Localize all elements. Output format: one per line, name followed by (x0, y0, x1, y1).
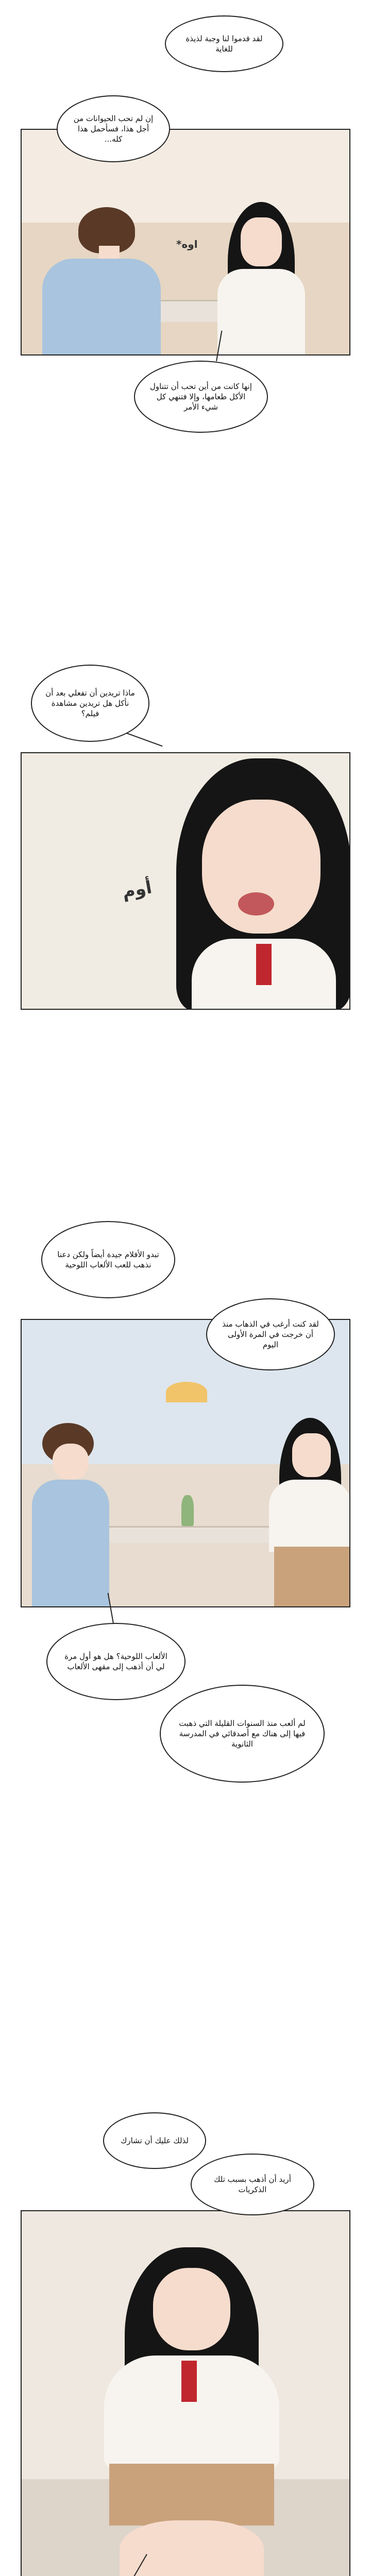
speech-bubble: لقد كنت أرغب في الذهاب منذ أن خرجت في المرة الأولى اليوم (206, 1298, 335, 1370)
bubble-tail (124, 732, 163, 747)
panel-2 (21, 752, 350, 1010)
red-ribbon (181, 2361, 197, 2402)
red-ribbon (256, 944, 272, 985)
sfx-text: أوم (120, 877, 154, 903)
sfx-text: *اوه (176, 238, 198, 250)
boy-face (53, 1444, 89, 1480)
boy-shirt (32, 1480, 109, 1607)
speech-bubble: لم ألعب منذ السنوات القليلة التي ذهبت فيها إلى هناك مع أصدقائي في المدرسة الثانوية (160, 1685, 325, 1783)
flower-vase (181, 1495, 194, 1526)
speech-bubble: تبدو الأفلام جيدة أيضاً ولكن دعنا نذهب للعب الألعاب اللوحية (41, 1221, 175, 1298)
speech-bubble: إن لم تحب الحيوانات من أجل هذا، فسأحمل هذا كله... (57, 95, 170, 162)
speech-bubble: أريد أن أذهب بسبب تلك الذكريات (191, 2154, 314, 2215)
lamp (166, 1382, 207, 1402)
speech-bubble: لذلك عليك أن تشارك (103, 2112, 206, 2169)
speech-bubble: ماذا تريدين أن تفعلي بعد أن نأكل هل تريدين مشاهدة فيلم؟ (31, 665, 149, 742)
girl-legs (120, 2520, 264, 2576)
panel-1 (21, 129, 350, 355)
girl-blouse (217, 269, 305, 355)
boy-shirt (42, 259, 161, 355)
speech-bubble: لقد قدموا لنا وجبة لذيذة للغاية (165, 15, 283, 72)
girl-face (241, 217, 282, 266)
speech-bubble: إنها كانت من أين تحب أن تتناول الأكل طعامها، وإلا فتنهي كل شيء الأمر (134, 361, 268, 433)
table (109, 1526, 274, 1543)
panel-4 (21, 2210, 350, 2576)
girl-skirt (109, 2464, 274, 2526)
speech-bubble: الألعاب اللوحية؟ هل هو أول مرة لي أن أذهب إلى مقهى الألعاب (46, 1623, 185, 1700)
girl-face (153, 2268, 230, 2350)
girl-blouse (269, 1480, 350, 1552)
girl-face (292, 1433, 331, 1477)
girl-skirt (274, 1547, 350, 1607)
girl-mouth (238, 892, 274, 916)
